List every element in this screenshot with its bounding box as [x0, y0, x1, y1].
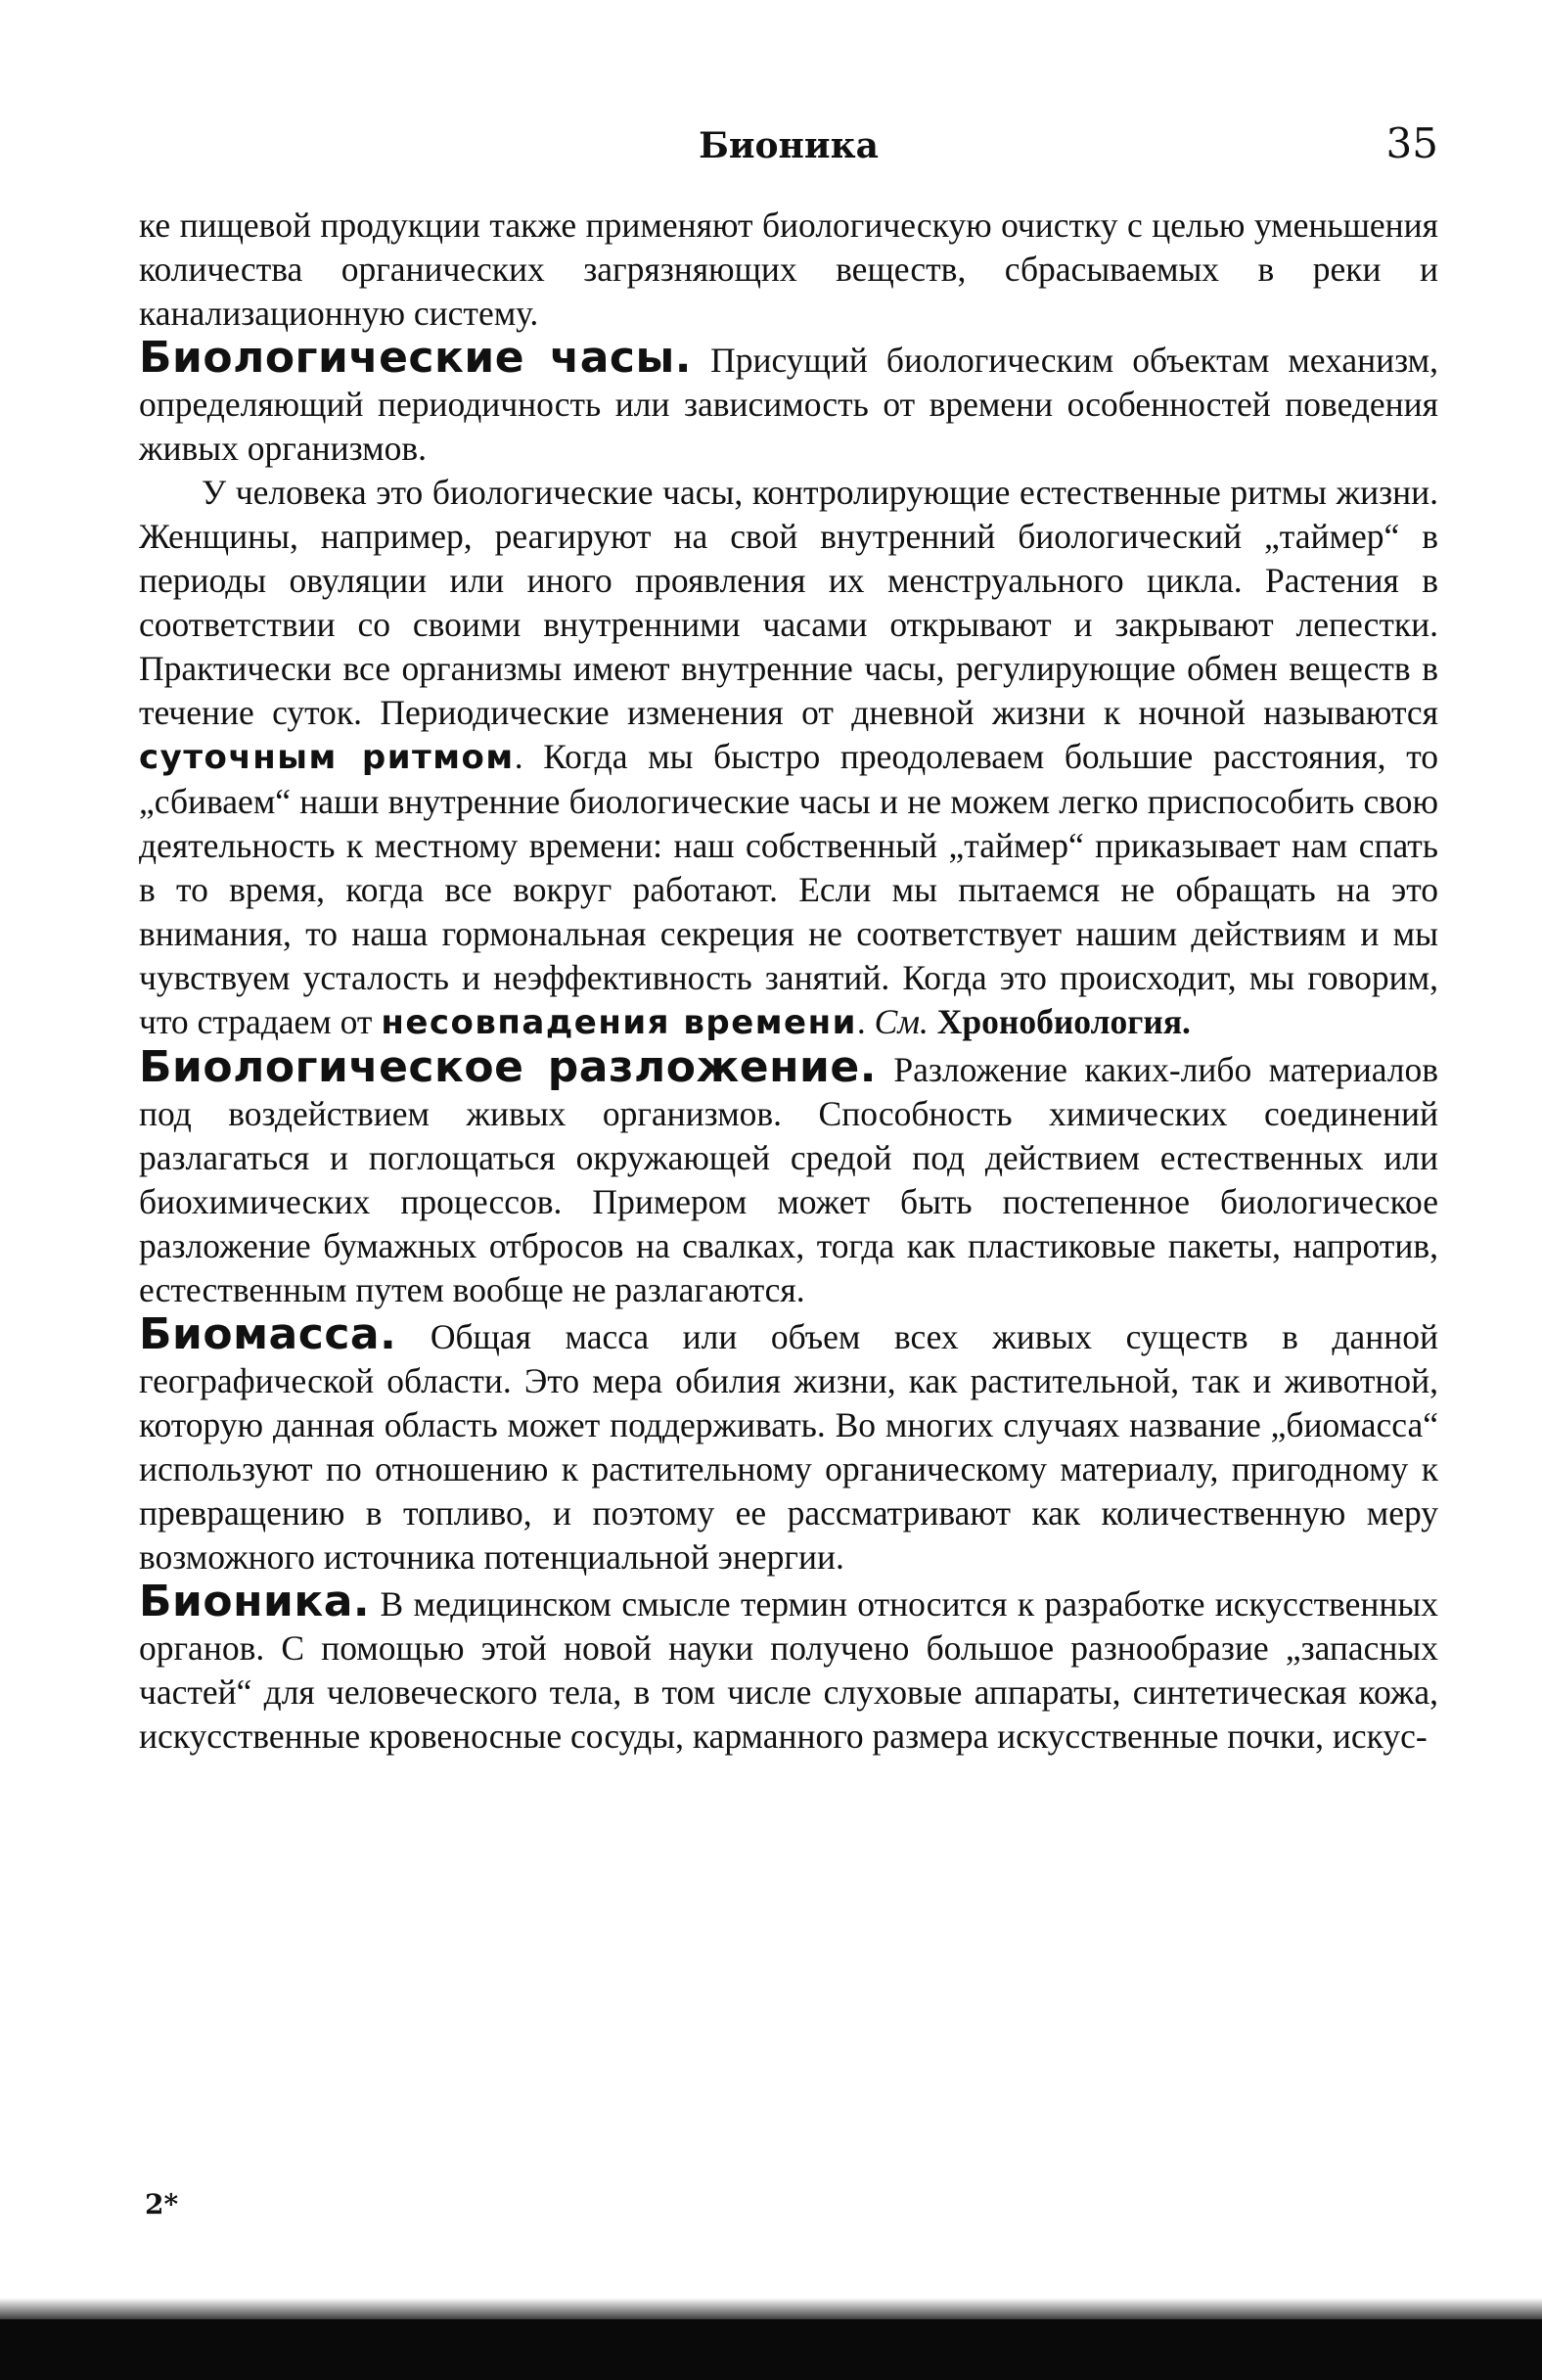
entry-term: Биомасса. [139, 1309, 397, 1359]
entry-definition: Разложение каких-либо материалов под воздействием живых организмов. Способность химических соединений разлагаться и поглощаться окружающей средой под действием естественных или биохимических процессов. Примером может быть постепенное биологическое разложение бумажных отбросов на свалках, тогда как пластиковые пакеты, напротив, естественным путем вообще не разлагаются. [139, 1050, 1439, 1309]
entry-biological-clock-details: У человека это биологические часы, контролирующие естественные ритмы жизни. Женщины, например, реагируют на свой внутренний биологический „таймер“ в периоды овуляции или иного проявления их менструального цикла. Растения в соответствии со своими внутренними часами открывают и закрывают лепестки. Практически все организмы имеют внутренние часы, регулирующие обмен веществ в течение суток. Периодические изменения от дневной жизни к ночной называются суточным ритмом. Когда мы быстро преодолеваем большие расстояния, то „сбиваем“ наши внутренние биологические часы и не можем легко приспособить свою деятельность к местному времени: наш собственный „таймер“ приказывает нам спать в то время, когда все вокруг работают. Если мы пытаемся не обращать на это внимания, то наша гормональная секреция не соответствует нашим действиям и мы чувствуем усталость и неэффективность занятий. Когда это происходит, мы говорим, что страдаем от несовпадения времени. См. Хронобиология. [139, 473, 1438, 1042]
signature-mark: 2* [145, 2188, 179, 2220]
scan-edge-shadow [0, 2319, 1542, 2380]
see-also-link: Хронобиология. [936, 1002, 1191, 1041]
running-title: Бионика [699, 125, 879, 166]
see-also-label: См. [874, 1002, 929, 1041]
term-time-mismatch: несовпадения времени [381, 1003, 857, 1042]
entry-definition: Присущий биологическим объектам механизм, определяющий периодичность или зависимость от времени особенностей поведения живых организмов. [139, 341, 1438, 468]
body-text [139, 204, 1438, 1759]
page-header [139, 119, 1438, 174]
term-circadian-rhythm: суточным ритмом [139, 738, 515, 777]
entry-bionics [139, 1579, 1438, 1759]
continuation-paragraph: ке пищевой продукции также применяют биологическую очистку с целью уменьшения количества органических загрязняющих веществ, сбрасываемых в реки и канализационную систему. [139, 206, 1438, 333]
entry-biodegradation [139, 1042, 1439, 1312]
entry-term: Биологическое разложение. [139, 1042, 877, 1092]
entry-biological-clock [139, 333, 1438, 471]
entry-definition: Общая масса или объем всех живых существ в данной географической области. Это мера обилия жизни, как растительной, так и животной, которую данная область может поддерживать. Во многих случаях название „биомасса“ используют по отношению к растительному органическому материалу, пригодному к превращению в топливо, и поэтому ее рассматривают как количественную меру возможного источника потенциальной энергии. [139, 1317, 1438, 1577]
page-number: 35 [1385, 119, 1438, 167]
details-text-start: У человека это биологические часы, контролирующие естественные ритмы жизни. Женщины, например, реагируют на свой внутренний биологический „таймер“ в периоды овуляции или иного проявления их менструального цикла. Растения в соответствии со своими внутренними часами открывают и закрывают лепестки. Практически все организмы имеют внутренние часы, регулирующие обмен веществ в течение суток. Периодические изменения от дневной жизни к ночной называются [139, 473, 1438, 732]
entry-term: Бионика. [139, 1577, 371, 1626]
entry-biomass [139, 1309, 1438, 1579]
entry-definition: В медицинском смысле термин относится к разработке искусственных органов. С помощью этой новой науки получено большое разнообразие „запасных частей“ для человеческого тела, в том числе слуховые аппараты, синтетическая кожа, искусственные кровеносные сосуды, карманного размера искусственные почки, искус- [139, 1584, 1438, 1756]
details-text-mid: . Когда мы быстро преодолеваем большие расстояния, то „сбиваем“ наши внутренние биологические часы и не можем легко приспособить свою деятельность к местному времени: наш собственный „таймер“ приказывает нам спать в то время, когда все вокруг работают. Если мы пытаемся не обращать на это внимания, то наша гормональная секреция не соответствует нашим действиям и мы чувствуем усталость и неэффективность занятий. Когда это происходит, мы говорим, что страдаем от [139, 737, 1438, 1041]
entry-term: Биологические часы. [139, 333, 693, 383]
